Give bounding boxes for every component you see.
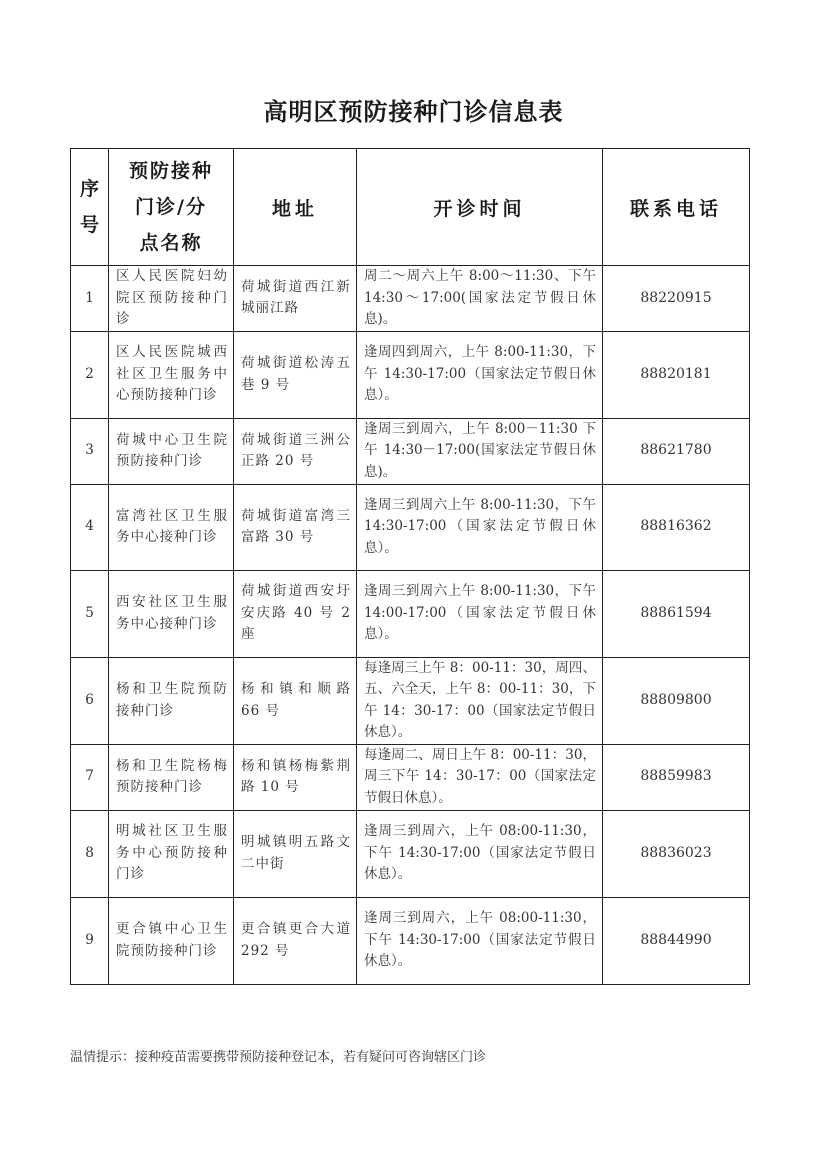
cell-seq: 5: [71, 570, 109, 657]
table-row: [71, 331, 750, 418]
header-phone: 联系电话: [603, 149, 750, 266]
cell-address: 杨和镇和顺路 66 号: [234, 657, 357, 744]
cell-hours: 逢周三到周六，上午 8:00－11:30 下午 14:30－17:00(国家法定节假日休息)。: [357, 418, 603, 484]
cell-phone: 88220915: [603, 266, 750, 332]
header-clinic-name: [109, 149, 234, 266]
cell-clinic-name: 区人民医院城西社区卫生服务中心预防接种门诊: [109, 331, 234, 418]
cell-address: 荷城街道西安圩安庆路 40 号 2 座: [234, 570, 357, 657]
table-row: [71, 418, 750, 484]
cell-phone: 88816362: [603, 484, 750, 570]
cell-seq: 1: [71, 266, 109, 332]
cell-address: 荷城街道西江新城丽江路: [234, 266, 357, 332]
cell-address: 明城镇明五路文二中街: [234, 810, 357, 897]
header-name-line-2: 门诊/分: [135, 196, 207, 218]
cell-hours: 每逢周二、周日上午 8：00-11：30，周三下午 14：30-17：00（国家法定节假日休息）。: [357, 744, 603, 810]
table-row: [71, 657, 750, 744]
header-seq-line-2: 号: [79, 214, 99, 236]
cell-address: 荷城街道富湾三富路 30 号: [234, 484, 357, 570]
header-name-line-3: 点名称: [139, 232, 203, 254]
clinic-info-table: [70, 148, 750, 985]
header-seq: [71, 149, 109, 266]
cell-seq: 8: [71, 810, 109, 897]
cell-seq: 6: [71, 657, 109, 744]
cell-clinic-name: 区人民医院妇幼院区预防接种门诊: [109, 266, 234, 332]
cell-clinic-name: 西安社区卫生服务中心接种门诊: [109, 570, 234, 657]
cell-seq: 7: [71, 744, 109, 810]
table-row: [71, 810, 750, 897]
cell-hours: 逢周三到周六上午 8:00-11:30，下午 14:30-17:00（国家法定节假日休息）。: [357, 484, 603, 570]
cell-clinic-name: 明城社区卫生服务中心预防接种门诊: [109, 810, 234, 897]
cell-address: 荷城街道三洲公正路 20 号: [234, 418, 357, 484]
cell-clinic-name: 杨和卫生院杨梅预防接种门诊: [109, 744, 234, 810]
cell-clinic-name: 杨和卫生院预防接种门诊: [109, 657, 234, 744]
header-seq-line-1: 序: [79, 178, 99, 200]
cell-address: 更合镇更合大道 292 号: [234, 897, 357, 984]
cell-phone: 88809800: [603, 657, 750, 744]
cell-address: 杨和镇杨梅紫荆路 10 号: [234, 744, 357, 810]
cell-phone: 88844990: [603, 897, 750, 984]
table-row: [71, 266, 750, 332]
cell-hours: 逢周三到周六，上午 08:00-11:30，下午 14:30-17:00（国家法定节假日休息）。: [357, 810, 603, 897]
table-header-row: [71, 149, 750, 266]
cell-phone: 88836023: [603, 810, 750, 897]
cell-seq: 4: [71, 484, 109, 570]
cell-clinic-name: 荷城中心卫生院预防接种门诊: [109, 418, 234, 484]
header-address: 地址: [234, 149, 357, 266]
cell-seq: 3: [71, 418, 109, 484]
cell-phone: 88859983: [603, 744, 750, 810]
cell-address: 荷城街道松涛五巷 9 号: [234, 331, 357, 418]
header-name-line-1: 预防接种: [128, 160, 213, 182]
footnote: 温情提示：接种疫苗需要携带预防接种登记本，若有疑问可咨询辖区门诊: [70, 1050, 487, 1065]
cell-seq: 2: [71, 331, 109, 418]
table-row: [71, 897, 750, 984]
header-hours: 开诊时间: [357, 149, 603, 266]
table-row: [71, 744, 750, 810]
cell-hours: 逢周三到周六，上午 08:00-11:30，下午 14:30-17:00（国家法定节假日休息）。: [357, 897, 603, 984]
cell-phone: 88621780: [603, 418, 750, 484]
cell-hours: 逢周四到周六，上午 8:00-11:30，下午 14:30-17:00（国家法定节假日休息）。: [357, 331, 603, 418]
cell-hours: 每逢周三上午 8：00-11：30，周四、五、六全天，上午 8：00-11：30，下午 14：30-17：00（国家法定节假日休息）。: [357, 657, 603, 744]
page-title: 高明区预防接种门诊信息表: [263, 98, 564, 126]
cell-phone: 88861594: [603, 570, 750, 657]
cell-seq: 9: [71, 897, 109, 984]
cell-clinic-name: 更合镇中心卫生院预防接种门诊: [109, 897, 234, 984]
cell-hours: 逢周三到周六上午 8:00-11:30，下午 14:00-17:00（国家法定节假日休息）。: [357, 570, 603, 657]
table-row: [71, 570, 750, 657]
cell-hours: 周二～周六上午 8:00～11:30、下午 14:30～17:00(国家法定节假日休息)。: [357, 266, 603, 332]
cell-clinic-name: 富湾社区卫生服务中心接种门诊: [109, 484, 234, 570]
cell-phone: 88820181: [603, 331, 750, 418]
table-row: [71, 484, 750, 570]
